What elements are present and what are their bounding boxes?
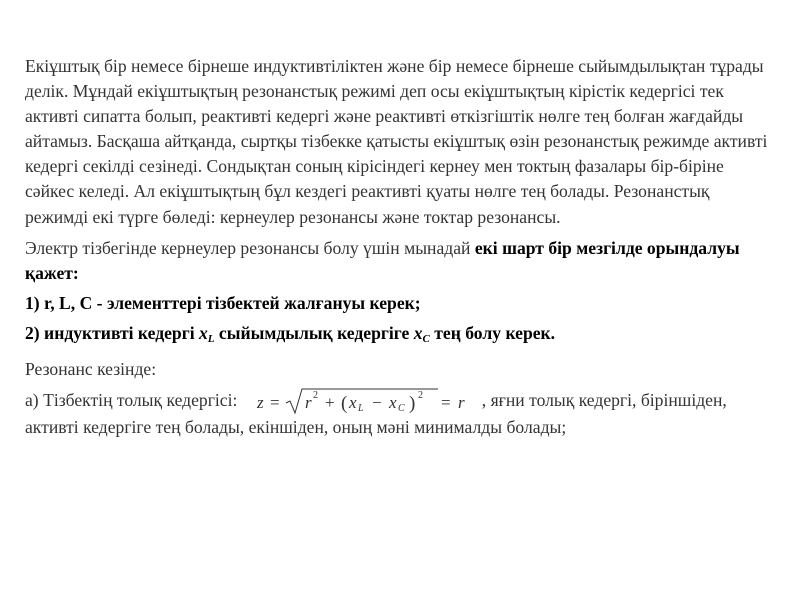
xL-variable: x: [198, 322, 208, 343]
text-body: [25, 54, 775, 440]
condition-2-part1: 2) индуктивті кедергі: [25, 322, 199, 343]
formula-lhs: z: [257, 393, 265, 413]
formula-rhs: r: [458, 393, 466, 413]
conditions-paragraph: [25, 236, 775, 286]
resonance-label: Резонанс кезінде:: [25, 359, 157, 380]
formula-plus: +: [325, 393, 335, 413]
formula-exp: 2: [313, 390, 319, 402]
intro-paragraph: Екіұштық бір немесе бірнеше индуктивтіліктен және бір немесе бірнеше сыйымдылықтан тұрады делік. Мұндай екіұштықтың резонанстық режимі деп осы екіұштықтың кірістік кедергісі тек активті сипатта болып, реактивті кедергі және реактивті өткізгіштік нөлге тең болған жағдайды айтамыз. Басқаша айтқанда, сыртқы тізбекке қатысты екіұштық өзін резонанстық режимде активті кедергі секілді сезінеді. Сондықтан соның кірісіндегі кернеу мен токтың фазалары бір-біріне сәйкес келеді. Ал екіұштықтың бұл кездегі реактивті қуаты нөлге тең болады. Резонанстық режимді екі түрге бөледі: кернеулер резонансы және токтар резонансы.: [25, 56, 768, 227]
condition-2-part2: сыйымдылық кедергіге: [214, 322, 414, 343]
xL-subscript: L: [207, 332, 215, 345]
conditions-text: Электр тізбегінде кернеулер резонансы болу үшін мынадай: [25, 237, 475, 258]
condition-1: 1) r, L, C - элементтері тізбектей жалғануы керек;: [25, 292, 421, 313]
impedance-formula: [255, 387, 471, 415]
item-a-paragraph: [25, 387, 775, 440]
item-a-prefix: а) Тізбектің толық кедергісі:: [25, 390, 238, 411]
condition-2-part3: тең болу керек.: [429, 322, 556, 343]
condition-2: [25, 321, 775, 352]
formula-r: r: [305, 393, 313, 413]
formula-s1: L: [358, 403, 364, 415]
formula-minus: −: [372, 393, 382, 413]
formula-eq2: =: [441, 393, 451, 413]
formula-rparen: ): [409, 393, 416, 415]
formula-eq: =: [270, 393, 280, 413]
item-a-suffix: , яғни толық кедергі, біріншіден, активті кедергіге тең болады, екіншіден, оның мәні минималды болады;: [25, 390, 727, 438]
formula-x2: x: [389, 393, 397, 413]
formula-s2: C: [398, 403, 406, 415]
formula-x1: x: [349, 393, 357, 413]
xC-subscript: C: [422, 332, 430, 345]
formula-lparen: (: [341, 393, 348, 415]
conditions-bold-text: екі шарт бір мезгілде орындалуы қажет:: [25, 237, 740, 283]
formula-exp2: 2: [418, 390, 424, 402]
xC-variable: x: [413, 322, 423, 343]
